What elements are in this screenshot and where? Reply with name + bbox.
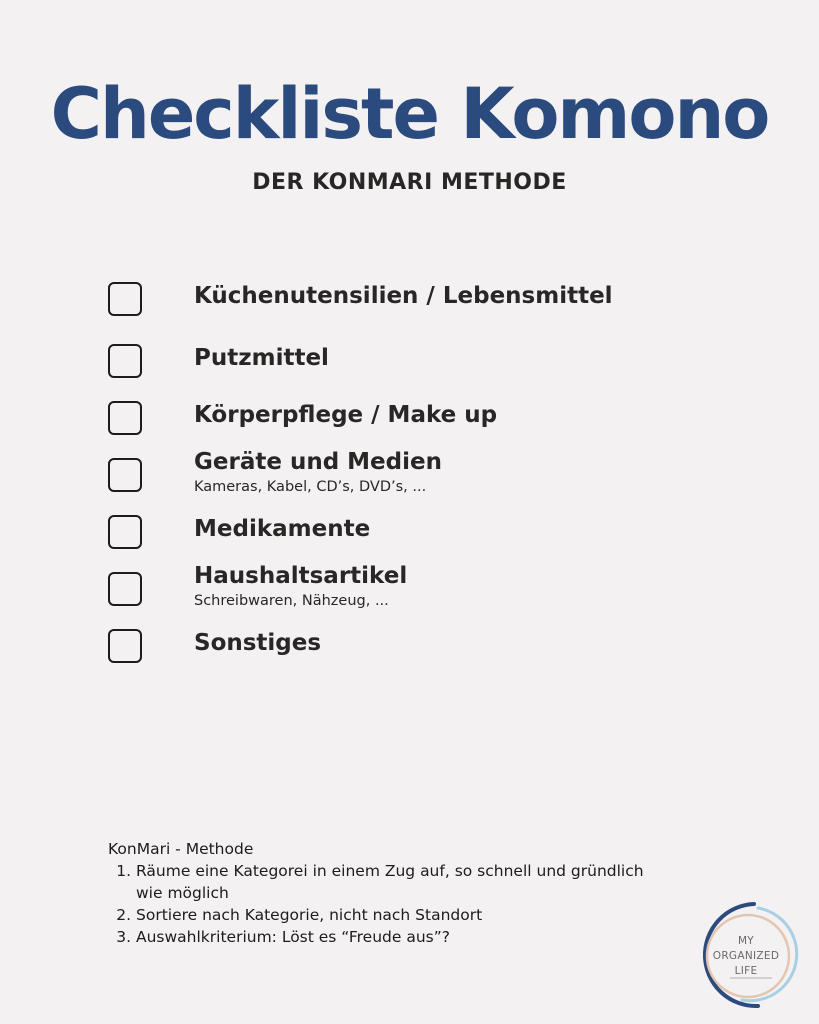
checklist-item-label: Putzmittel xyxy=(194,345,329,371)
method-title: KonMari - Methode xyxy=(108,840,254,858)
method-step: 2. Sortiere nach Kategorie, nicht nach Standort xyxy=(136,904,668,926)
checkbox[interactable] xyxy=(108,282,142,316)
checklist-item-label: Haushaltsartikel xyxy=(194,563,408,589)
checklist-item-label: Medikamente xyxy=(194,516,371,542)
logo-line: MY xyxy=(737,935,755,947)
checklist-item-label: Küchenutensilien / Lebensmittel xyxy=(194,283,613,309)
checklist-item-label: Sonstiges xyxy=(194,630,322,656)
method-step: 3. Auswahlkriterium: Löst es “Freude aus”? xyxy=(136,926,668,948)
checklist-item-hint: Kameras, Kabel, CD’s, DVD’s, ... xyxy=(194,479,427,495)
checklist-item-label: Geräte und Medien xyxy=(194,449,442,475)
method-step: 1. Räume eine Kategorei in einem Zug auf, so schnell und gründlich wie möglich xyxy=(136,860,668,904)
logo-line: LIFE xyxy=(734,965,758,977)
checkbox[interactable] xyxy=(108,629,142,663)
logo-line: ORGANIZED xyxy=(712,950,780,962)
checkbox[interactable] xyxy=(108,401,142,435)
logo-text xyxy=(696,934,796,979)
checkbox[interactable] xyxy=(108,515,142,549)
method-steps xyxy=(108,860,668,948)
page-title: Checkliste Komono xyxy=(50,73,769,155)
checkbox[interactable] xyxy=(108,344,142,378)
checklist-item-label: Körperpflege / Make up xyxy=(194,402,498,428)
brand-logo xyxy=(696,900,806,1010)
checklist-item-hint: Schreibwaren, Nähzeug, ... xyxy=(194,593,389,609)
method-notes xyxy=(108,838,668,948)
page-subtitle: DER KONMARI METHODE xyxy=(252,170,567,195)
checkbox[interactable] xyxy=(108,458,142,492)
checkbox[interactable] xyxy=(108,572,142,606)
